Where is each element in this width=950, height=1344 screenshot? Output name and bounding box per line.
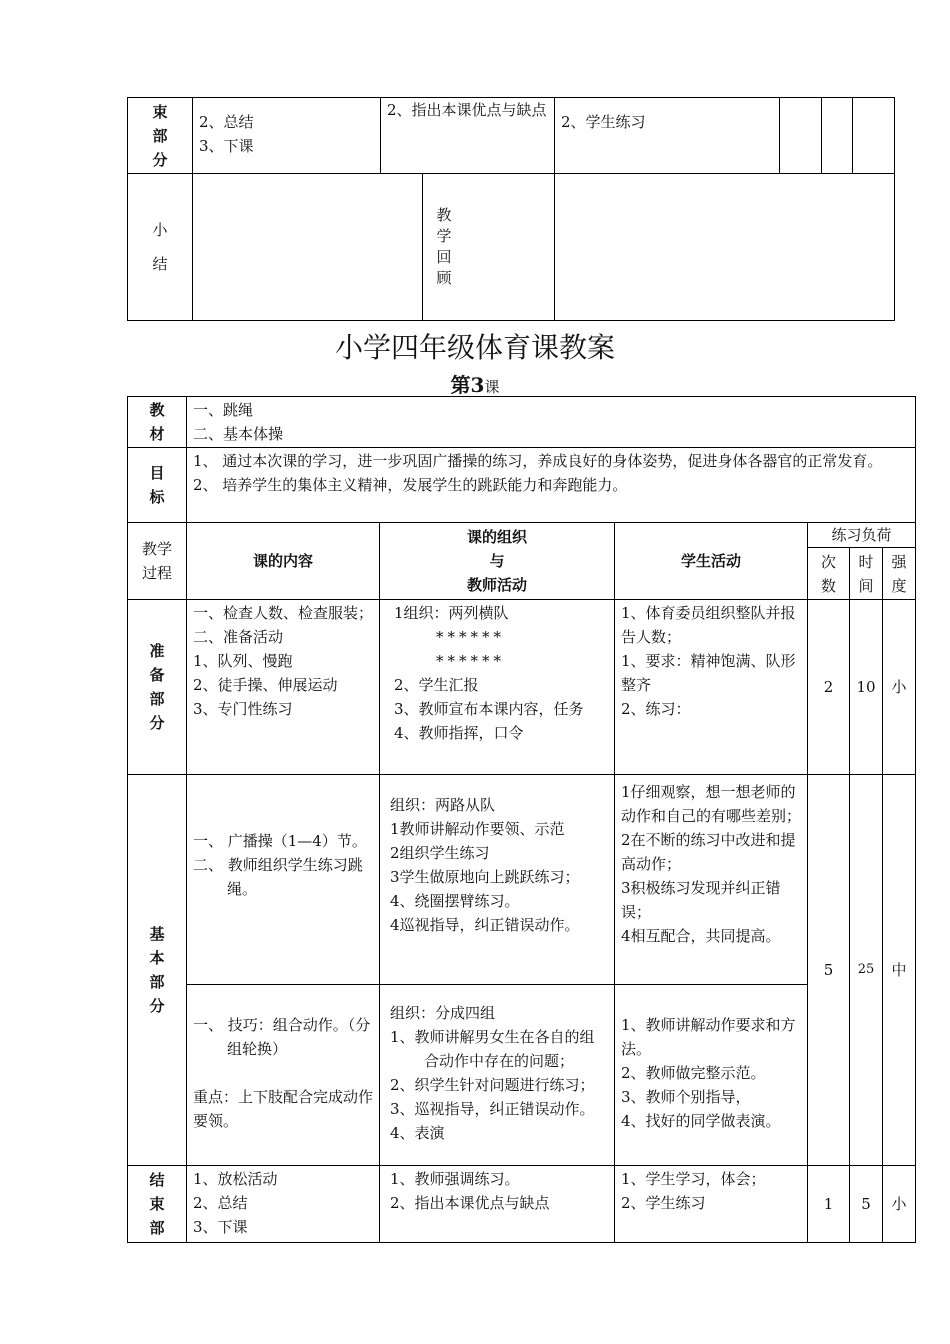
end-section-label: 束部分 <box>128 98 193 174</box>
end-content: 1、放松活动 2、总结 3、下课 <box>187 1166 380 1243</box>
end-duration: 5 <box>850 1166 883 1243</box>
basic-intensity: 中 <box>883 775 916 1166</box>
basic-label: 基 本 部 分 <box>128 775 187 1166</box>
prep-label: 准 备 部 分 <box>128 600 187 775</box>
basic-student-b: 1、教师讲解动作要求和方法。 2、教师做完整示范。 3、教师个别指导， 4、找好的同学做表演。 <box>615 985 808 1166</box>
end-intensity-cell <box>853 98 895 174</box>
header-content: 课的内容 <box>187 523 380 600</box>
end-times-cell <box>780 98 822 174</box>
end-content-cell: 2、总结 3、下课 <box>193 98 381 174</box>
end-intensity: 小 <box>883 1166 916 1243</box>
basic-duration: 25 <box>850 775 883 1166</box>
basic-content-b: 一、 技巧：组合动作。（分组轮换） 重点：上下肢配合完成动作要领。 <box>187 985 380 1166</box>
basic-times: 5 <box>808 775 850 1166</box>
end-label: 结 束 部 <box>128 1166 187 1243</box>
material-label: 教材 <box>128 397 187 448</box>
end-student: 1、学生学习，体会； 2、学生练习 <box>615 1166 808 1243</box>
materials-cell: 一、跳绳 二、基本体操 <box>187 397 916 448</box>
basic-organization-a: 组织：两路从队 1教师讲解动作要领、示范 2组织学生练习 3学生做原地向上跳跃练习； 4、绕圈摆臂练习。 4巡视指导，纠正错误动作。 <box>380 775 615 985</box>
basic-content-a: 一、 广播操（1—4）节。 二、 教师组织学生练习跳绳。 <box>187 775 380 985</box>
prep-intensity: 小 <box>883 600 916 775</box>
review-label: 教 学 回 顾 <box>423 174 555 321</box>
end-times: 1 <box>808 1166 850 1243</box>
basic-organization-b: 组织：分成四组 1、教师讲解男女生在各自的组合动作中存在的问题； 2、织学生针对问题进行练习； 3、巡视指导，纠正错误动作。 4、表演 <box>380 985 615 1166</box>
end-student-cell: 2、学生练习 <box>555 98 780 174</box>
header-intensity: 强度 <box>883 548 916 600</box>
prep-organization: 1组织：两列横队 ****** ****** 2、学生汇报 3、教师宣布本课内容，任务 4、教师指挥，口令 <box>380 600 615 775</box>
header-organization: 课的组织 与 教师活动 <box>380 523 615 600</box>
end-teacher-cell: 2、指出本课优点与缺点 <box>381 98 555 174</box>
header-student: 学生活动 <box>615 523 808 600</box>
header-process: 教学过程 <box>128 523 187 600</box>
prep-content: 一、检查人数、检查服装； 二、准备活动 1、队列、慢跑 2、徒手操、伸展运动 3、专门性练习 <box>187 600 380 775</box>
previous-lesson-table <box>127 97 895 321</box>
summary-label: 小 结 <box>128 174 193 321</box>
header-duration: 时间 <box>850 548 883 600</box>
end-duration-cell <box>822 98 853 174</box>
lesson-number: 第3课 <box>450 373 500 397</box>
review-cell <box>555 174 895 321</box>
basic-student-a: 1仔细观察，想一想老师的动作和自己的有哪些差别； 2在不断的练习中改进和提高动作； 3积极练习发现并纠正错误； 4相互配合，共同提高。 <box>615 775 808 985</box>
formation-row: ****** <box>436 652 505 670</box>
goals-cell: 1、 通过本次课的学习，进一步巩固广播操的练习，养成良好的身体姿势，促进身体各器官的正常发育。 2、 培养学生的集体主义精神，发展学生的跳跃能力和奔跑能力。 <box>187 448 916 523</box>
prep-duration: 10 <box>850 600 883 775</box>
summary-cell <box>193 174 423 321</box>
end-organization: 1、教师强调练习。 2、指出本课优点与缺点 <box>380 1166 615 1243</box>
formation-row: ****** <box>436 628 505 646</box>
prep-student: 1、体育委员组织整队并报告人数； 1、要求：精神饱满、队形整齐 2、练习： <box>615 600 808 775</box>
header-load: 练习负荷 <box>808 523 916 548</box>
lesson-plan-table <box>127 396 916 1243</box>
prep-times: 2 <box>808 600 850 775</box>
header-times: 次数 <box>808 548 850 600</box>
goal-label: 目标 <box>128 448 187 523</box>
document-title: 小学四年级体育课教案 <box>334 331 615 364</box>
